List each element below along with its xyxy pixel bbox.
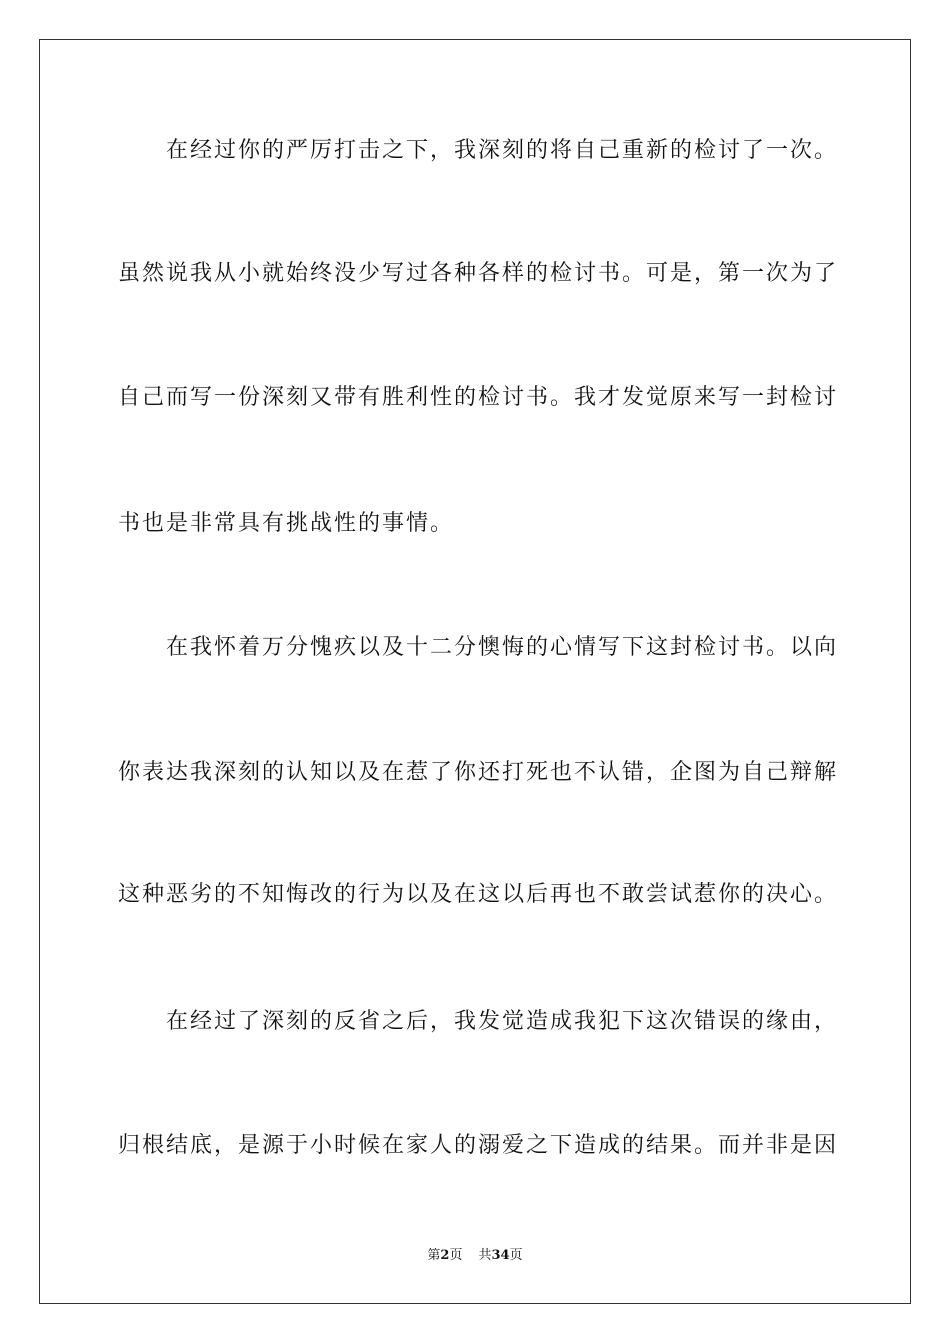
page-border <box>39 39 911 1304</box>
text-line-7: 这种恶劣的不知悔改的行为以及在这以后再也不敢尝试惹你的决心。 <box>118 882 839 907</box>
text-line-5: 在我怀着万分愧疚以及十二分懊悔的心情写下这封检讨书。以向 <box>118 635 839 660</box>
text-line-4: 书也是非常具有挑战性的事情。 <box>118 511 455 536</box>
text-line-9: 归根结底，是源于小时候在家人的溺爱之下造成的结果。而并非是因 <box>118 1133 839 1158</box>
text-line-8: 在经过了深刻的反省之后，我发觉造成我犯下这次错误的缘由， <box>118 1009 839 1034</box>
page-number: 2 <box>440 1248 450 1263</box>
text-line-3: 自己而写一份深刻又带有胜利性的检讨书。我才发觉原来写一封检讨 <box>118 385 839 410</box>
page-suffix: 页 <box>449 1248 463 1263</box>
page-prefix: 第 <box>427 1248 441 1263</box>
total-suffix: 页 <box>509 1248 523 1263</box>
page-footer <box>0 1247 950 1265</box>
text-line-6: 你表达我深刻的认知以及在惹了你还打死也不认错，企图为自己辩解 <box>118 760 839 785</box>
text-line-1: 在经过你的严厉打击之下，我深刻的将自己重新的检讨了一次。 <box>118 138 839 163</box>
total-pages: 34 <box>491 1248 510 1263</box>
total-prefix: 共 <box>478 1248 492 1263</box>
text-line-2: 虽然说我从小就始终没少写过各种各样的检讨书。可是，第一次为了 <box>118 261 839 286</box>
